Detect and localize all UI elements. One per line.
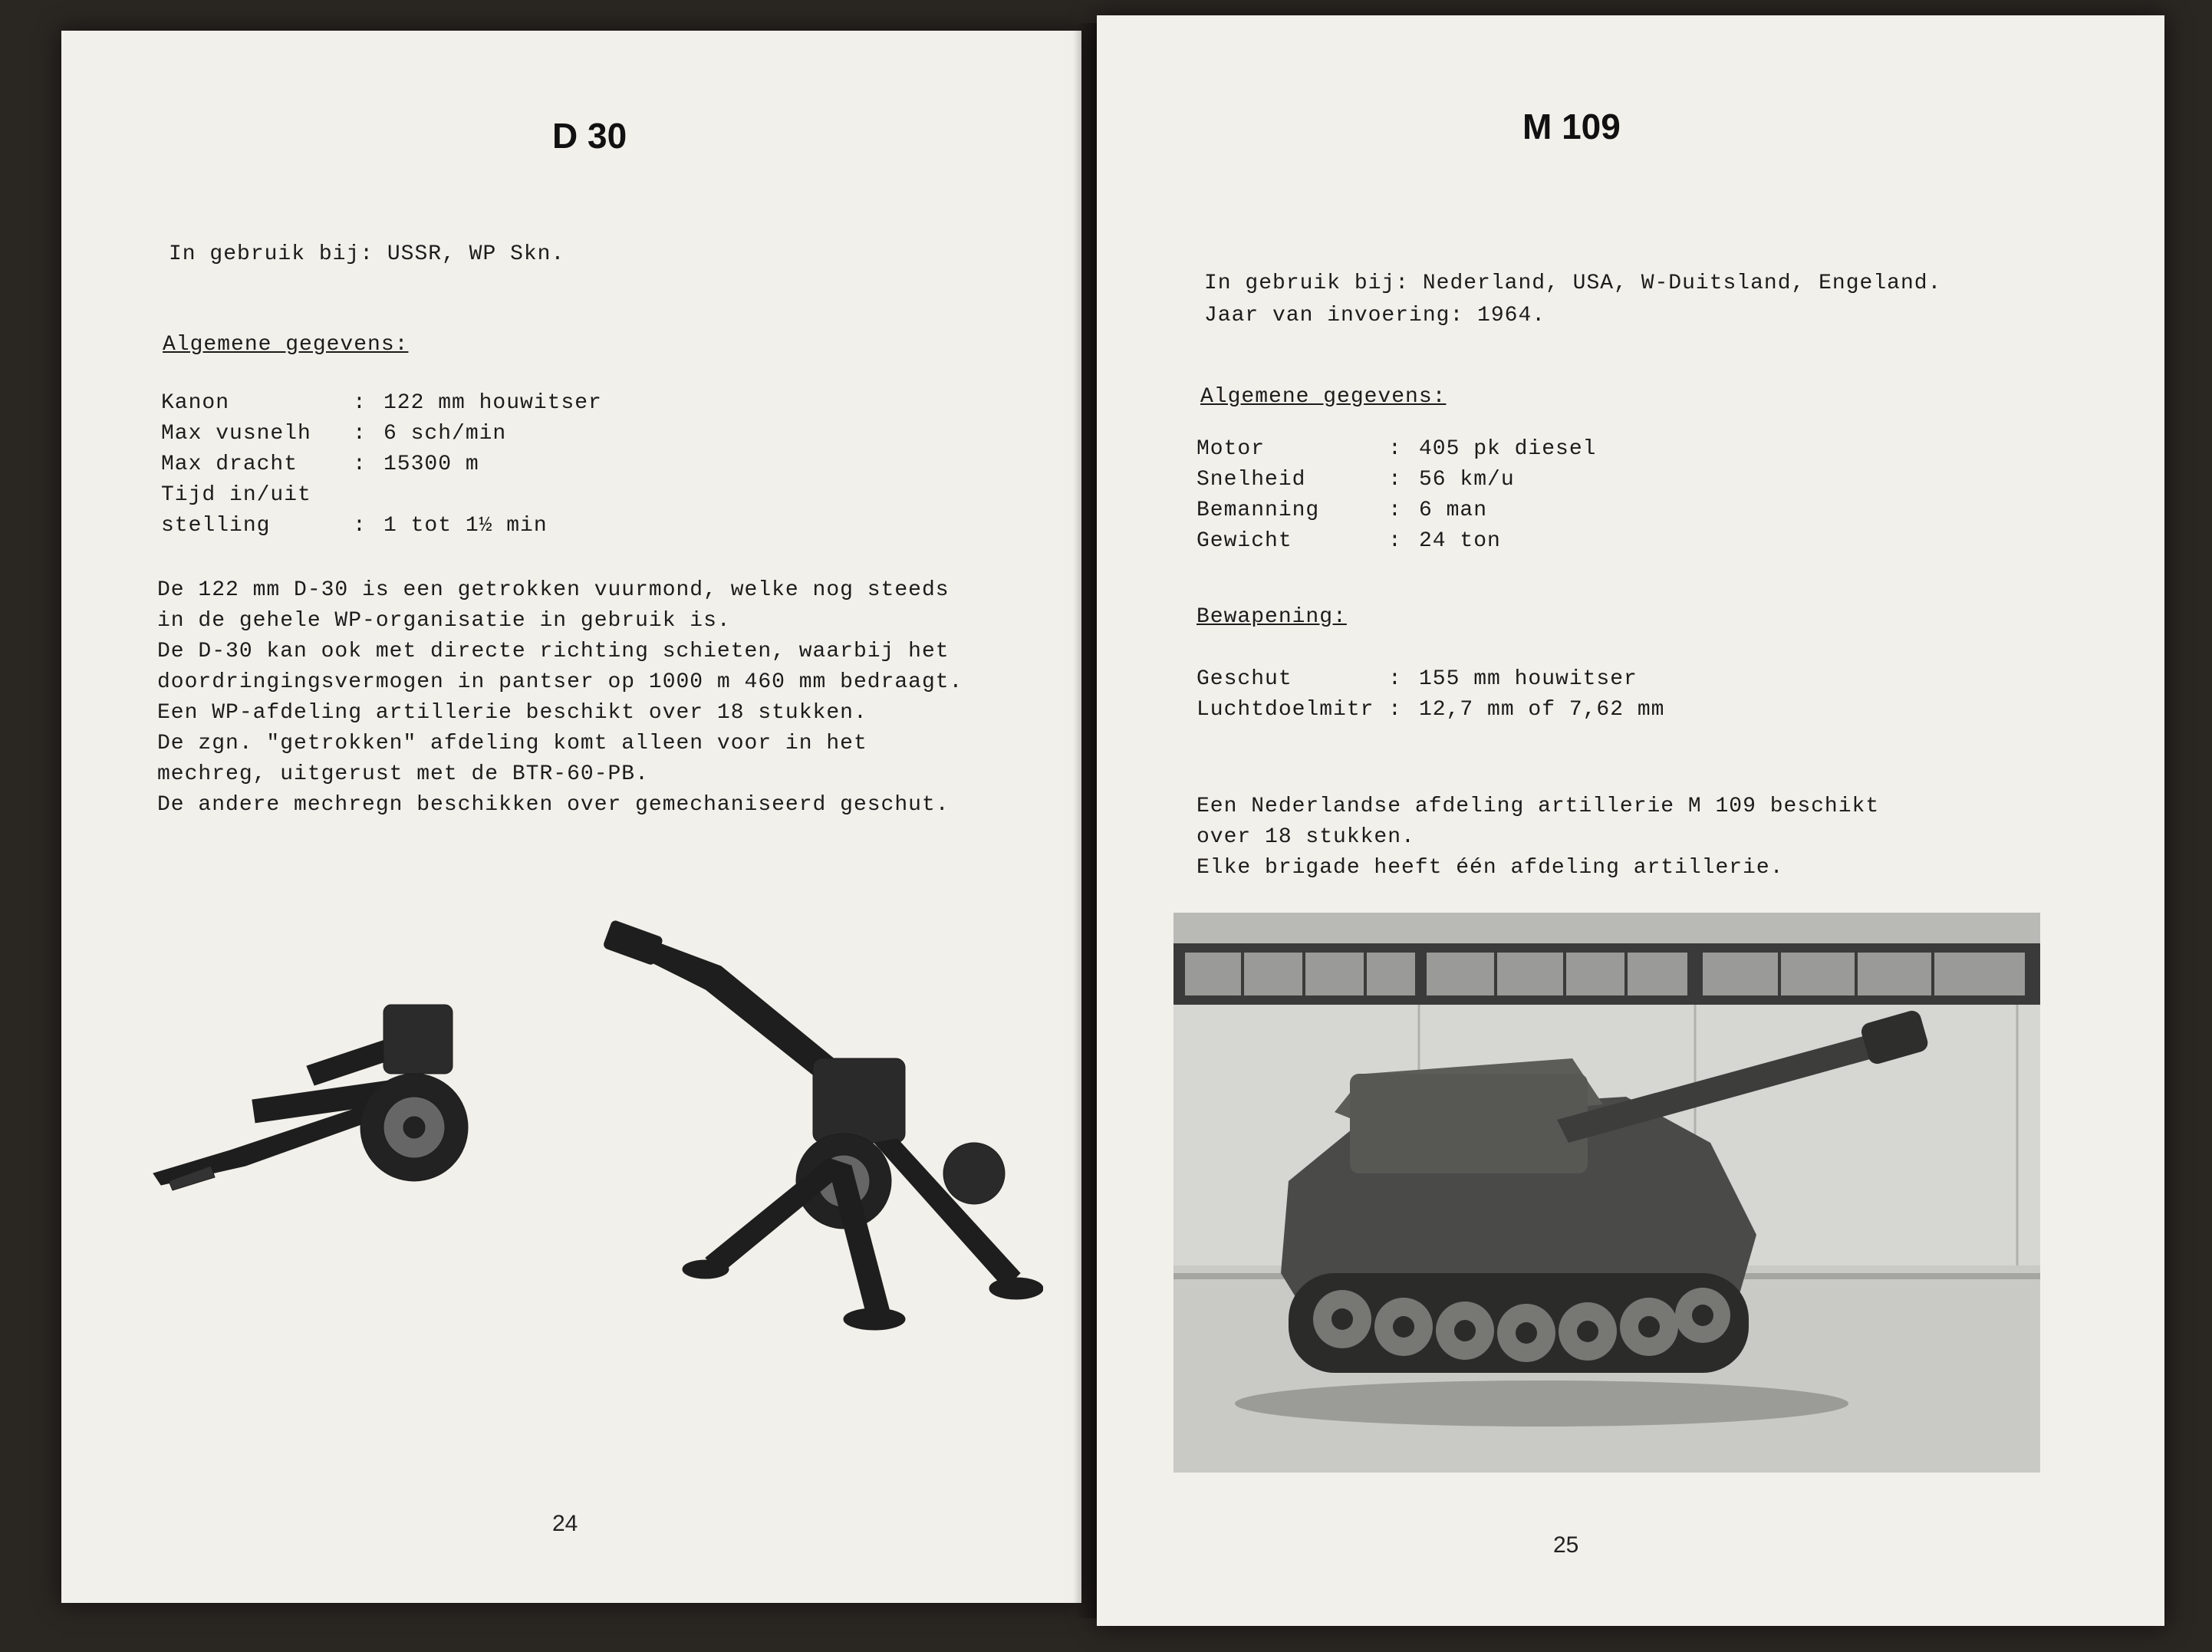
spec-row: Kanon : 122 mm houwitser bbox=[161, 391, 602, 415]
spec-row: Motor : 405 pk diesel bbox=[1197, 437, 1597, 461]
howitzer-illustration bbox=[138, 913, 1043, 1342]
left-page bbox=[61, 31, 1081, 1603]
spec-row: Max vusnelh : 6 sch/min bbox=[161, 422, 507, 446]
m109-photo bbox=[1173, 913, 2040, 1473]
section-heading: Algemene gegevens: bbox=[1200, 385, 1447, 409]
page-title: M 109 bbox=[1522, 107, 1621, 146]
section-heading: Bewapening: bbox=[1197, 605, 1347, 629]
description-paragraph: Een Nederlandse afdeling artillerie M 109 beschikt over 18 stukken. Elke brigade heeft één afdeling artillerie. bbox=[1197, 795, 1880, 880]
description-paragraph: De 122 mm D-30 is een getrokken vuurmond, welke nog steeds in de gehele WP-organisatie in gebruik is. De D-30 kan ook met directe richting schieten, waarbij het doordringingsvermogen in pantser op 1000 m 460 mm bedraagt. Een WP-afdeling artillerie beschikt over 18 stukken. De zgn. "getrokken" afdeling komt alleen voor in het mechreg, uitgerust met de BTR-60-PB. De andere mechregn beschikken over gemechaniseerd geschut. bbox=[157, 578, 963, 817]
page-title: D 30 bbox=[552, 116, 627, 156]
spec-row: Bemanning : 6 man bbox=[1197, 499, 1488, 522]
spec-row: Snelheid : 56 km/u bbox=[1197, 468, 1515, 492]
users-line: In gebruik bij: USSR, WP Skn. bbox=[169, 242, 565, 266]
spec-row: Tijd in/uit bbox=[161, 483, 311, 507]
introduction-year-line: Jaar van invoering: 1964. bbox=[1204, 304, 1546, 327]
right-page bbox=[1097, 15, 2164, 1626]
spec-row: Max dracht : 15300 m bbox=[161, 452, 479, 476]
armament-row: Geschut : 155 mm houwitser bbox=[1197, 667, 1638, 691]
page-number: 24 bbox=[552, 1511, 578, 1536]
spec-row: Gewicht : 24 ton bbox=[1197, 529, 1501, 553]
users-line: In gebruik bij: Nederland, USA, W-Duitsland, Engeland. bbox=[1204, 271, 1942, 295]
page-number: 25 bbox=[1553, 1532, 1579, 1558]
armament-row: Luchtdoelmitr : 12,7 mm of 7,62 mm bbox=[1197, 698, 1665, 722]
spec-row: stelling : 1 tot 1½ min bbox=[161, 514, 548, 538]
section-heading: Algemene gegevens: bbox=[163, 333, 409, 357]
